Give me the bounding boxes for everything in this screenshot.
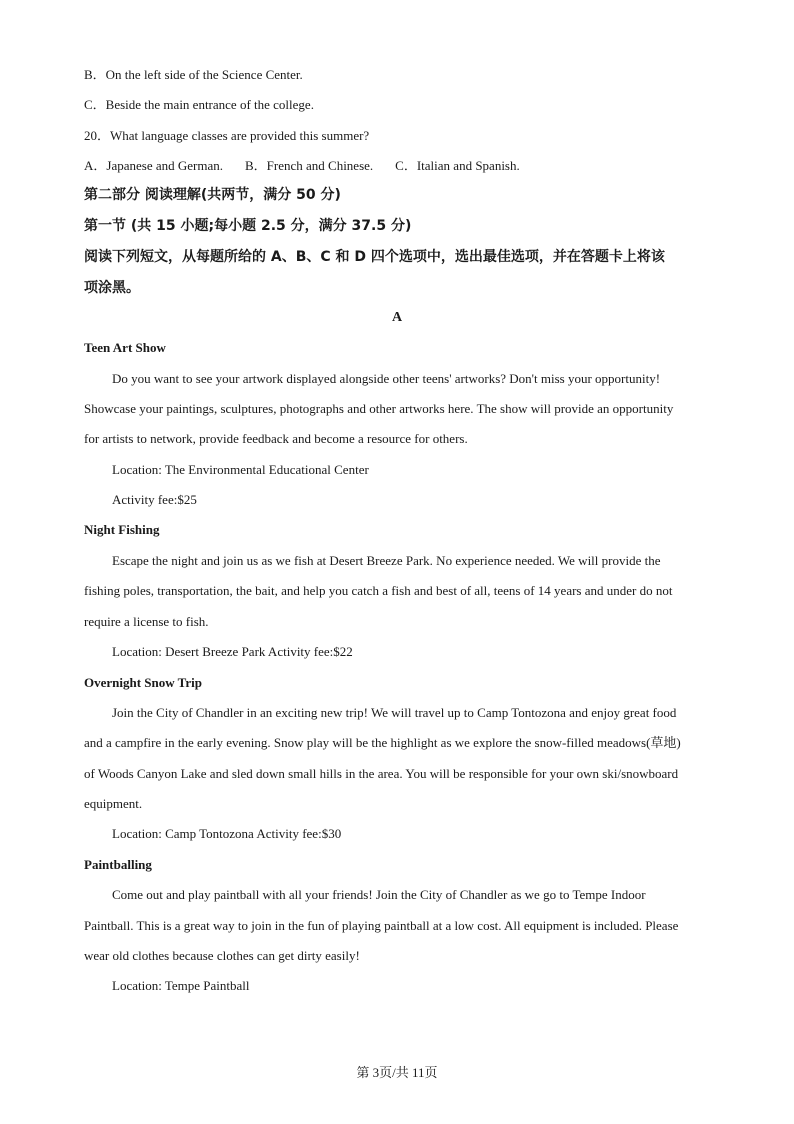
night-fishing-line-3: require a license to fish. [84,614,209,629]
snow-trip-line-2: and a campfire in the early evening. Snow play will be the highlight as we explore the snow-filled meadows(草地) [84,735,681,750]
night-fishing-location: Location: Desert Breeze Park Activity fee:$22 [112,644,353,659]
q20-option-b: B．French and Chinese. [244,158,374,173]
paintballing-location: Location: Tempe Paintball [112,978,250,993]
q19-option-c: C．Beside the main entrance of the college. [84,97,314,112]
teen-art-line-2: Showcase your paintings, sculptures, photographs and other artworks here. The show will provide an opportunity [84,401,674,416]
night-fishing-line-2: fishing poles, transportation, the bait, and help you catch a fish and best of all, teens of 14 years and under do not [84,583,673,598]
paintballing-heading: Paintballing [84,857,152,872]
teen-art-line-1: Do you want to see your artwork displayed alongside other teens' artworks? Don't miss your opportunity! [112,371,661,386]
part-two-title: 第二部分 阅读理解(共两节，满分 50 分) [84,187,341,203]
q20-stem: 20．What language classes are provided this summer? [84,128,370,143]
teen-art-location: Location: The Environmental Educational Center [112,462,369,477]
snow-trip-line-3: of Woods Canyon Lake and sled down small hills in the area. You will be responsible for your own ski/snowboard [84,766,679,781]
snow-trip-location: Location: Camp Tontozona Activity fee:$30 [112,826,342,841]
q20-option-c: C．Italian and Spanish. [395,158,520,173]
passage-label: A [391,310,403,325]
section-one-title: 第一节 (共 15 小题;每小题 2.5 分，满分 37.5 分) [84,218,412,234]
paintballing-line-2: Paintball. This is a great way to join in the fun of playing paintball at a low cost. All equipment is included. Please [84,918,679,933]
q19-option-b: B．On the left side of the Science Center. [84,67,303,82]
night-fishing-line-1: Escape the night and join us as we fish at Desert Breeze Park. No experience needed. We will provide the [112,553,661,568]
q20-options [84,158,520,174]
snow-trip-line-4: equipment. [84,796,143,811]
instruction-line-2: 项涂黑。 [84,280,140,296]
snow-trip-heading: Overnight Snow Trip [84,675,202,690]
night-fishing-heading: Night Fishing [84,522,160,537]
q20-option-a: A．Japanese and German. [84,158,223,173]
page-number: 第 3页/共 11页 [356,1065,438,1080]
snow-trip-line-1: Join the City of Chandler in an exciting new trip! We will travel up to Camp Tontozona and enjoy great food [112,705,677,720]
teen-art-fee: Activity fee:$25 [112,492,197,507]
teen-art-line-3: for artists to network, provide feedback and become a resource for others. [84,431,468,446]
paintballing-line-1: Come out and play paintball with all your friends! Join the City of Chandler as we go to Tempe Indoor [112,887,646,902]
instruction-line-1: 阅读下列短文，从每题所给的 A、B、C 和 D 四个选项中，选出最佳选项，并在答题卡上将该 [84,249,665,265]
teen-art-show-heading: Teen Art Show [84,340,166,355]
paintballing-line-3: wear old clothes because clothes can get dirty easily! [84,948,360,963]
